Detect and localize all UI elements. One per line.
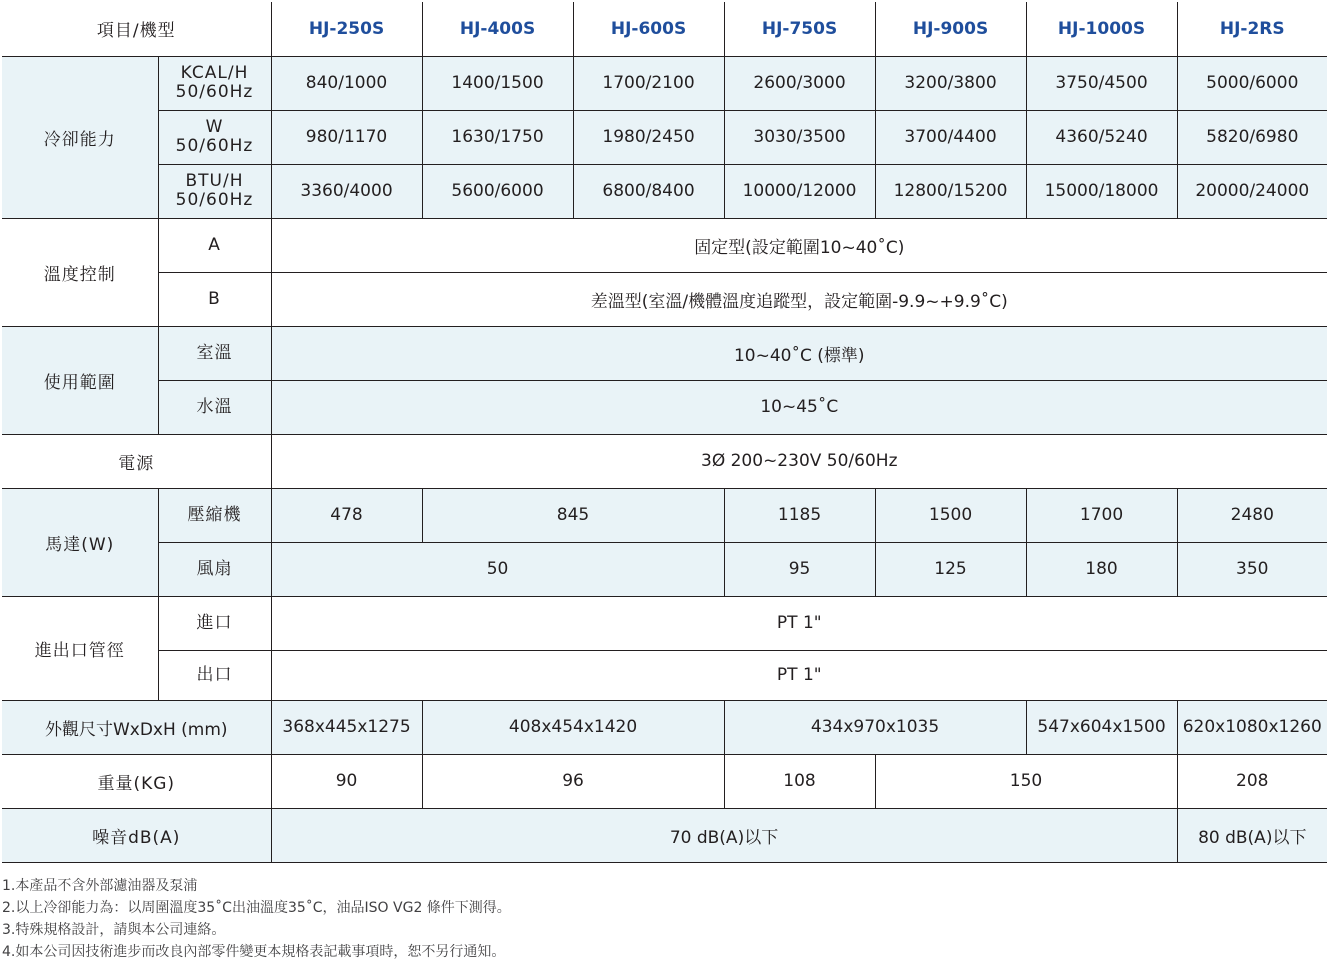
value-cell: 95	[724, 542, 875, 596]
unit-cell	[158, 164, 271, 218]
value-cell: 150	[875, 754, 1177, 808]
header-label: 項目/機型	[2, 2, 271, 56]
pipe-row-inlet	[2, 596, 1327, 650]
value-cell: 20000/24000	[1177, 164, 1327, 218]
value-cell: 5000/6000	[1177, 56, 1327, 110]
sub-label: 風扇	[158, 542, 271, 596]
value-cell: 差溫型(室溫/機體溫度追蹤型，設定範圍-9.9~+9.9˚C)	[271, 272, 1327, 326]
dimensions-row	[2, 700, 1327, 754]
value-cell: 180	[1026, 542, 1177, 596]
power-row	[2, 434, 1327, 488]
unit-line: KCAL/H	[180, 63, 249, 83]
value-cell: 10000/12000	[724, 164, 875, 218]
value-cell: 1630/1750	[422, 110, 573, 164]
value-cell: 125	[875, 542, 1026, 596]
value-cell: 4360/5240	[1026, 110, 1177, 164]
value-cell: 408x454x1420	[422, 700, 724, 754]
value-cell: 3200/3800	[875, 56, 1026, 110]
value-cell: 12800/15200	[875, 164, 1026, 218]
value-cell: 3700/4400	[875, 110, 1026, 164]
unit-cell	[158, 56, 271, 110]
value-cell: 5820/6980	[1177, 110, 1327, 164]
value-cell: 6800/8400	[573, 164, 724, 218]
cooling-row-kcal	[2, 56, 1327, 110]
temp-control-row-a	[2, 218, 1327, 272]
sub-label: 室溫	[158, 326, 271, 380]
noise-row	[2, 808, 1327, 862]
value-cell: 3030/3500	[724, 110, 875, 164]
dimensions-label: 外觀尺寸WxDxH (mm)	[2, 700, 271, 754]
noise-label: 噪音dB(A)	[2, 808, 271, 862]
unit-line: BTU/H	[185, 171, 244, 191]
power-label: 電源	[2, 434, 271, 488]
value-cell: 3360/4000	[271, 164, 422, 218]
unit-line: 50/60Hz	[175, 190, 254, 210]
value-cell: 固定型(設定範圍10~40˚C)	[271, 218, 1327, 272]
value-cell: 1185	[724, 488, 875, 542]
model-header: HJ-750S	[724, 2, 875, 56]
value-cell: 368x445x1275	[271, 700, 422, 754]
value-cell: 10~40˚C (標準)	[271, 326, 1327, 380]
value-cell: 208	[1177, 754, 1327, 808]
value-cell: 2480	[1177, 488, 1327, 542]
unit-line: 50/60Hz	[175, 136, 254, 156]
usage-range-label: 使用範圍	[2, 326, 158, 434]
temp-control-row-b	[2, 272, 1327, 326]
value-cell: 5600/6000	[422, 164, 573, 218]
value-cell: 108	[724, 754, 875, 808]
usage-row-water	[2, 380, 1327, 434]
value-cell: 3Ø 200~230V 50/60Hz	[271, 434, 1327, 488]
value-cell: 840/1000	[271, 56, 422, 110]
pipe-label: 進出口管徑	[2, 596, 158, 700]
unit-cell	[158, 110, 271, 164]
value-cell: PT 1"	[271, 650, 1327, 700]
value-cell: 80 dB(A)以下	[1177, 808, 1327, 862]
sub-label: 壓縮機	[158, 488, 271, 542]
value-cell: 478	[271, 488, 422, 542]
unit-line: 50/60Hz	[175, 82, 254, 102]
footnote: 2.以上冷卻能力為：以周圍溫度35˚C出油溫度35˚C，油品ISO VG2 條件下測得。	[2, 900, 511, 916]
footnote: 3.特殊規格設計，請與本公司連絡。	[2, 922, 226, 938]
model-header: HJ-400S	[422, 2, 573, 56]
weight-row	[2, 754, 1327, 808]
value-cell: 620x1080x1260	[1177, 700, 1327, 754]
sub-label: B	[158, 272, 271, 326]
model-header: HJ-2RS	[1177, 2, 1327, 56]
value-cell: 1500	[875, 488, 1026, 542]
value-cell: 350	[1177, 542, 1327, 596]
value-cell: 434x970x1035	[724, 700, 1026, 754]
value-cell: 96	[422, 754, 724, 808]
value-cell: 1700	[1026, 488, 1177, 542]
sub-label: 進口	[158, 596, 271, 650]
value-cell: 1400/1500	[422, 56, 573, 110]
sub-label: 出口	[158, 650, 271, 700]
cooling-label: 冷卻能力	[2, 56, 158, 218]
value-cell: 980/1170	[271, 110, 422, 164]
sub-label: 水溫	[158, 380, 271, 434]
header-row	[2, 2, 1327, 56]
temp-control-label: 溫度控制	[2, 218, 158, 326]
cooling-row-w	[2, 110, 1327, 164]
model-header: HJ-1000S	[1026, 2, 1177, 56]
weight-label: 重量(KG)	[2, 754, 271, 808]
spec-table	[2, 2, 1327, 863]
value-cell: 90	[271, 754, 422, 808]
model-header: HJ-250S	[271, 2, 422, 56]
footnote: 1.本產品不含外部濾油器及泵浦	[2, 878, 198, 894]
unit-line: W	[205, 117, 224, 137]
model-header: HJ-900S	[875, 2, 1026, 56]
value-cell: PT 1"	[271, 596, 1327, 650]
value-cell: 3750/4500	[1026, 56, 1177, 110]
model-header: HJ-600S	[573, 2, 724, 56]
cooling-row-btu	[2, 164, 1327, 218]
sub-label: A	[158, 218, 271, 272]
value-cell: 70 dB(A)以下	[271, 808, 1177, 862]
value-cell: 547x604x1500	[1026, 700, 1177, 754]
value-cell: 10~45˚C	[271, 380, 1327, 434]
motor-row-compressor	[2, 488, 1327, 542]
value-cell: 1980/2450	[573, 110, 724, 164]
motor-label: 馬達(W)	[2, 488, 158, 596]
footnote: 4.如本公司因技術進步而改良內部零件變更本規格表記載事項時，恕不另行通知。	[2, 944, 506, 960]
pipe-row-outlet	[2, 650, 1327, 700]
value-cell: 1700/2100	[573, 56, 724, 110]
footnotes	[2, 875, 511, 963]
motor-row-fan	[2, 542, 1327, 596]
value-cell: 15000/18000	[1026, 164, 1177, 218]
usage-row-room	[2, 326, 1327, 380]
value-cell: 845	[422, 488, 724, 542]
value-cell: 2600/3000	[724, 56, 875, 110]
value-cell: 50	[271, 542, 724, 596]
